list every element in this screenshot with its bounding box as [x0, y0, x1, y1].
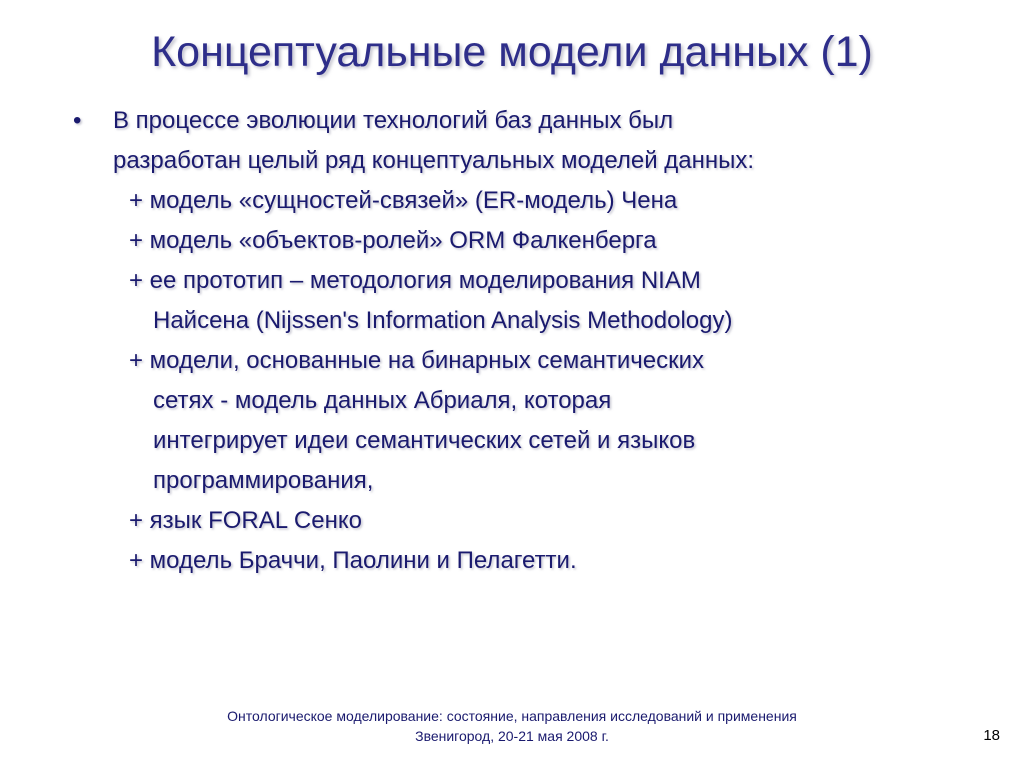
bullet-text-line: разработан целый ряд концептуальных моделей данных:: [113, 147, 755, 174]
slide-footer: [0, 706, 1024, 746]
sub-item-binary-networks-continued: интегрирует идеи семантических сетей и языков: [153, 427, 696, 454]
sub-item-binary-networks-continued: программирования,: [153, 467, 374, 494]
sub-item-binary-networks: + модели, основанные на бинарных семантических: [129, 347, 705, 374]
sub-item-bracchi-model: + модель Браччи, Паолини и Пелагетти.: [129, 547, 577, 574]
sub-item-niam-continued: Найсена (Nijssen's Information Analysis Methodology): [153, 307, 733, 334]
sub-item-niam: + ее прототип – методология моделирования NIAM: [129, 267, 701, 294]
bullet-text-line: В процессе эволюции технологий баз данных был: [113, 107, 674, 134]
page-number: 18: [983, 727, 1000, 744]
bullet-marker: •: [73, 107, 82, 134]
slide-title: Концептуальные модели данных (1): [151, 28, 873, 76]
sub-item-er-model: + модель «сущностей-связей» (ER-модель) Чена: [129, 187, 678, 214]
slide-body: [0, 100, 1024, 600]
sub-item-foral: + язык FORAL Сенко: [129, 507, 362, 534]
sub-item-binary-networks-continued: сетях - модель данных Абриаля, которая: [153, 387, 612, 414]
footer-location-date: Звенигород, 20-21 мая 2008 г.: [415, 728, 609, 744]
footer-conference-title: Онтологическое моделирование: состояние, направления исследований и применения: [227, 708, 797, 724]
sub-item-orm-model: + модель «объектов-ролей» ORM Фалкенберга: [129, 227, 657, 254]
